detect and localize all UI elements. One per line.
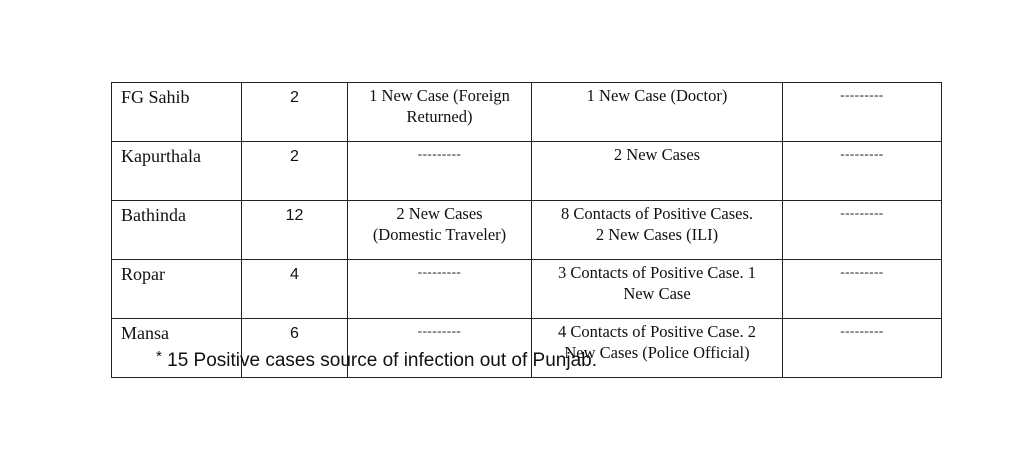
table-row <box>112 142 942 201</box>
detail-line: 1 New Case (Doctor) <box>586 86 728 105</box>
detail-line: New Case <box>623 284 691 303</box>
district-cell: Kapurthala <box>112 142 242 201</box>
detail-line: 2 New Cases <box>613 145 701 164</box>
remarks-cell: --------- <box>783 201 942 260</box>
detail-line: 1 New Case (Foreign <box>369 86 510 105</box>
detail-line: --------- <box>417 264 462 279</box>
district-cell: Ropar <box>112 260 242 319</box>
detail-line: 2 New Cases (ILI) <box>595 225 719 244</box>
table-row <box>112 83 942 142</box>
footnote-marker: * <box>156 348 162 365</box>
travel-detail-cell <box>348 142 532 201</box>
case-count-cell: 12 <box>242 201 348 260</box>
detail-line: (Domestic Traveler) <box>372 225 507 244</box>
footnote-text: 15 Positive cases source of infection out of Punjab. <box>167 350 597 371</box>
remarks-cell: --------- <box>783 142 942 201</box>
travel-detail-cell <box>348 260 532 319</box>
table-row <box>112 260 942 319</box>
travel-detail-cell <box>348 201 532 260</box>
case-count-cell: 4 <box>242 260 348 319</box>
detail-line: 8 Contacts of Positive Cases. <box>560 204 754 223</box>
district-cases-table <box>111 82 942 378</box>
remarks-cell: --------- <box>783 319 942 378</box>
source-detail-cell <box>532 201 783 260</box>
source-detail-cell <box>532 260 783 319</box>
detail-line: Returned) <box>406 107 473 126</box>
remarks-cell: --------- <box>783 260 942 319</box>
detail-line: 2 New Cases <box>396 204 483 223</box>
case-count-cell: 2 <box>242 142 348 201</box>
district-cell: FG Sahib <box>112 83 242 142</box>
district-cell: Mansa <box>112 319 242 378</box>
detail-line: --------- <box>417 323 462 338</box>
travel-detail-cell <box>348 83 532 142</box>
case-count-cell: 6 <box>242 319 348 378</box>
case-count-cell: 2 <box>242 83 348 142</box>
source-detail-cell <box>532 142 783 201</box>
source-detail-cell <box>532 83 783 142</box>
detail-line: New Cases (Police Official) <box>564 343 750 362</box>
remarks-cell: --------- <box>783 83 942 142</box>
table-row <box>112 201 942 260</box>
detail-line: 3 Contacts of Positive Case. 1 <box>558 263 756 282</box>
footnote <box>156 350 597 372</box>
district-cell: Bathinda <box>112 201 242 260</box>
detail-line: 4 Contacts of Positive Case. 2 <box>558 322 756 341</box>
detail-line: --------- <box>417 146 462 161</box>
